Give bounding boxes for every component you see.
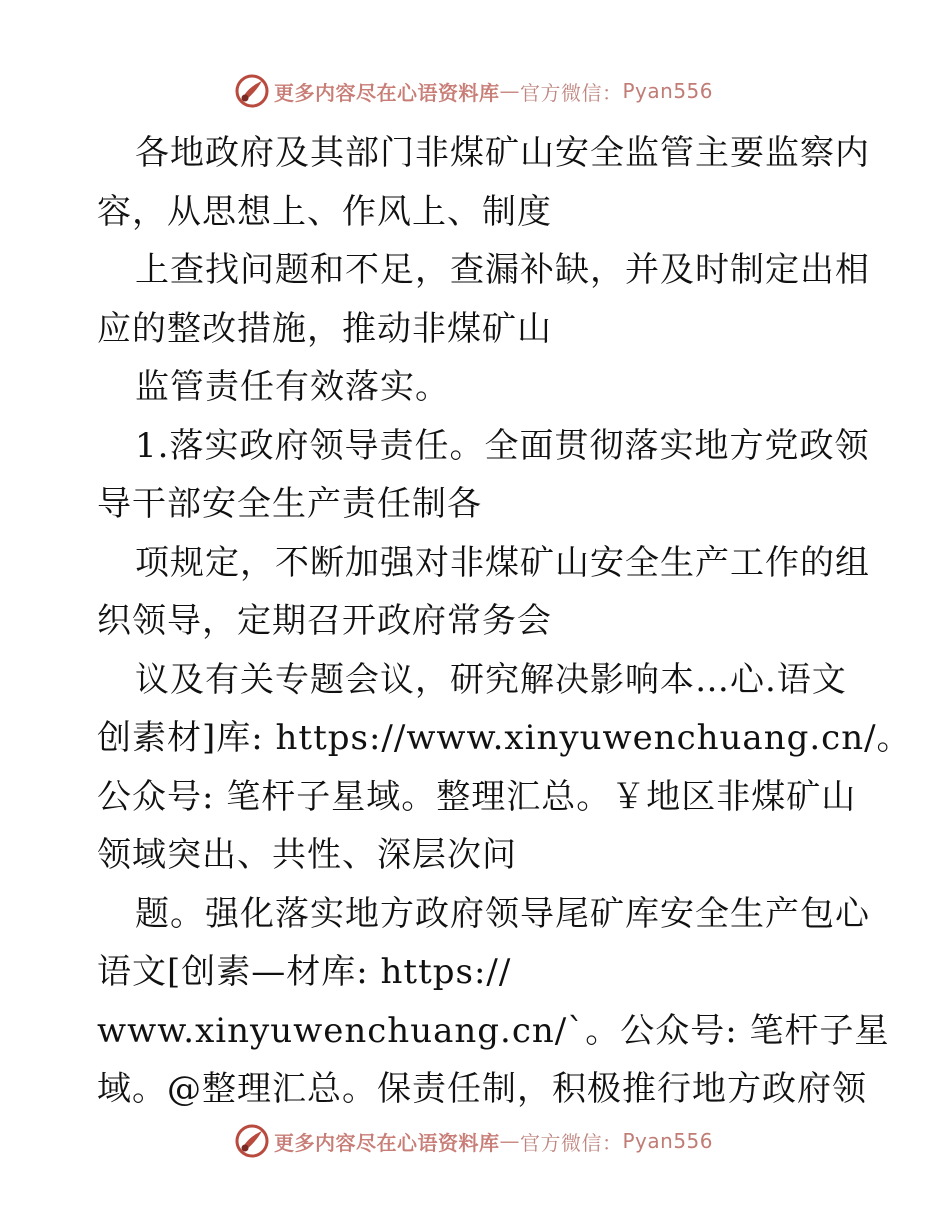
paragraph-line: 语文[创素—材库: https:// xyxy=(97,952,512,992)
paragraph-line: 议及有关专题会议，研究解决影响本…心.语文 xyxy=(135,659,847,700)
paragraph-line: 项规定，不断加强对非煤矿山安全生产工作的组 xyxy=(135,542,870,583)
paragraph-line: 公众号: 笔杆子星域。整理汇总。￥地区非煤矿山 xyxy=(97,776,857,817)
paragraph-line: 各地政府及其部门非煤矿山安全监管主要监察内 xyxy=(135,133,870,173)
paragraph-line: 1.落实政府领导责任。全面贯彻落实地方党政领 xyxy=(135,425,870,466)
paragraph-line: www.xinyuwenchuang.cn/`。公众号: 笔杆子星 xyxy=(97,1010,890,1051)
watermark-wechat-id: Pyan556 xyxy=(622,79,714,103)
paragraph-line: 题。强化落实地方政府领导尾矿库安全生产包心 xyxy=(135,893,870,934)
paragraph-line: 容，从思想上、作风上、制度 xyxy=(97,191,552,232)
paragraph-line: 导干部安全生产责任制各 xyxy=(97,484,482,524)
watermark-wechat-id: Pyan556 xyxy=(622,1129,714,1153)
paragraph-line: 监管责任有效落实。 xyxy=(135,367,450,407)
ink-brush-logo-icon xyxy=(234,1123,270,1159)
watermark-main-text: 更多内容尽在心语资料库 xyxy=(274,1130,500,1155)
paragraph-line: 领域突出、共性、深层次问 xyxy=(97,835,517,875)
document-body xyxy=(97,124,912,1119)
paragraph-line: 域。@整理汇总。保责任制，积极推行地方政府领 xyxy=(97,1069,867,1109)
header-watermark xyxy=(234,71,713,111)
watermark-main-text: 更多内容尽在心语资料库 xyxy=(274,80,500,105)
footer-watermark xyxy=(234,1121,713,1161)
paragraph-line: 应的整改措施，推动非煤矿山 xyxy=(97,308,552,349)
watermark-wechat-label: 官方微信： xyxy=(520,80,623,105)
paragraph-line: 上查找问题和不足，查漏补缺，并及时制定出相 xyxy=(135,250,870,290)
paragraph-line: 织领导，定期召开政府常务会 xyxy=(97,601,552,641)
ink-brush-logo-icon xyxy=(234,73,270,109)
watermark-wechat-label: 官方微信： xyxy=(520,1130,623,1155)
watermark-separator: — xyxy=(499,79,520,103)
paragraph-line: 创素材]库: https://www.xinyuwenchuang.cn/。 xyxy=(97,718,912,758)
watermark-separator: — xyxy=(499,1129,520,1153)
